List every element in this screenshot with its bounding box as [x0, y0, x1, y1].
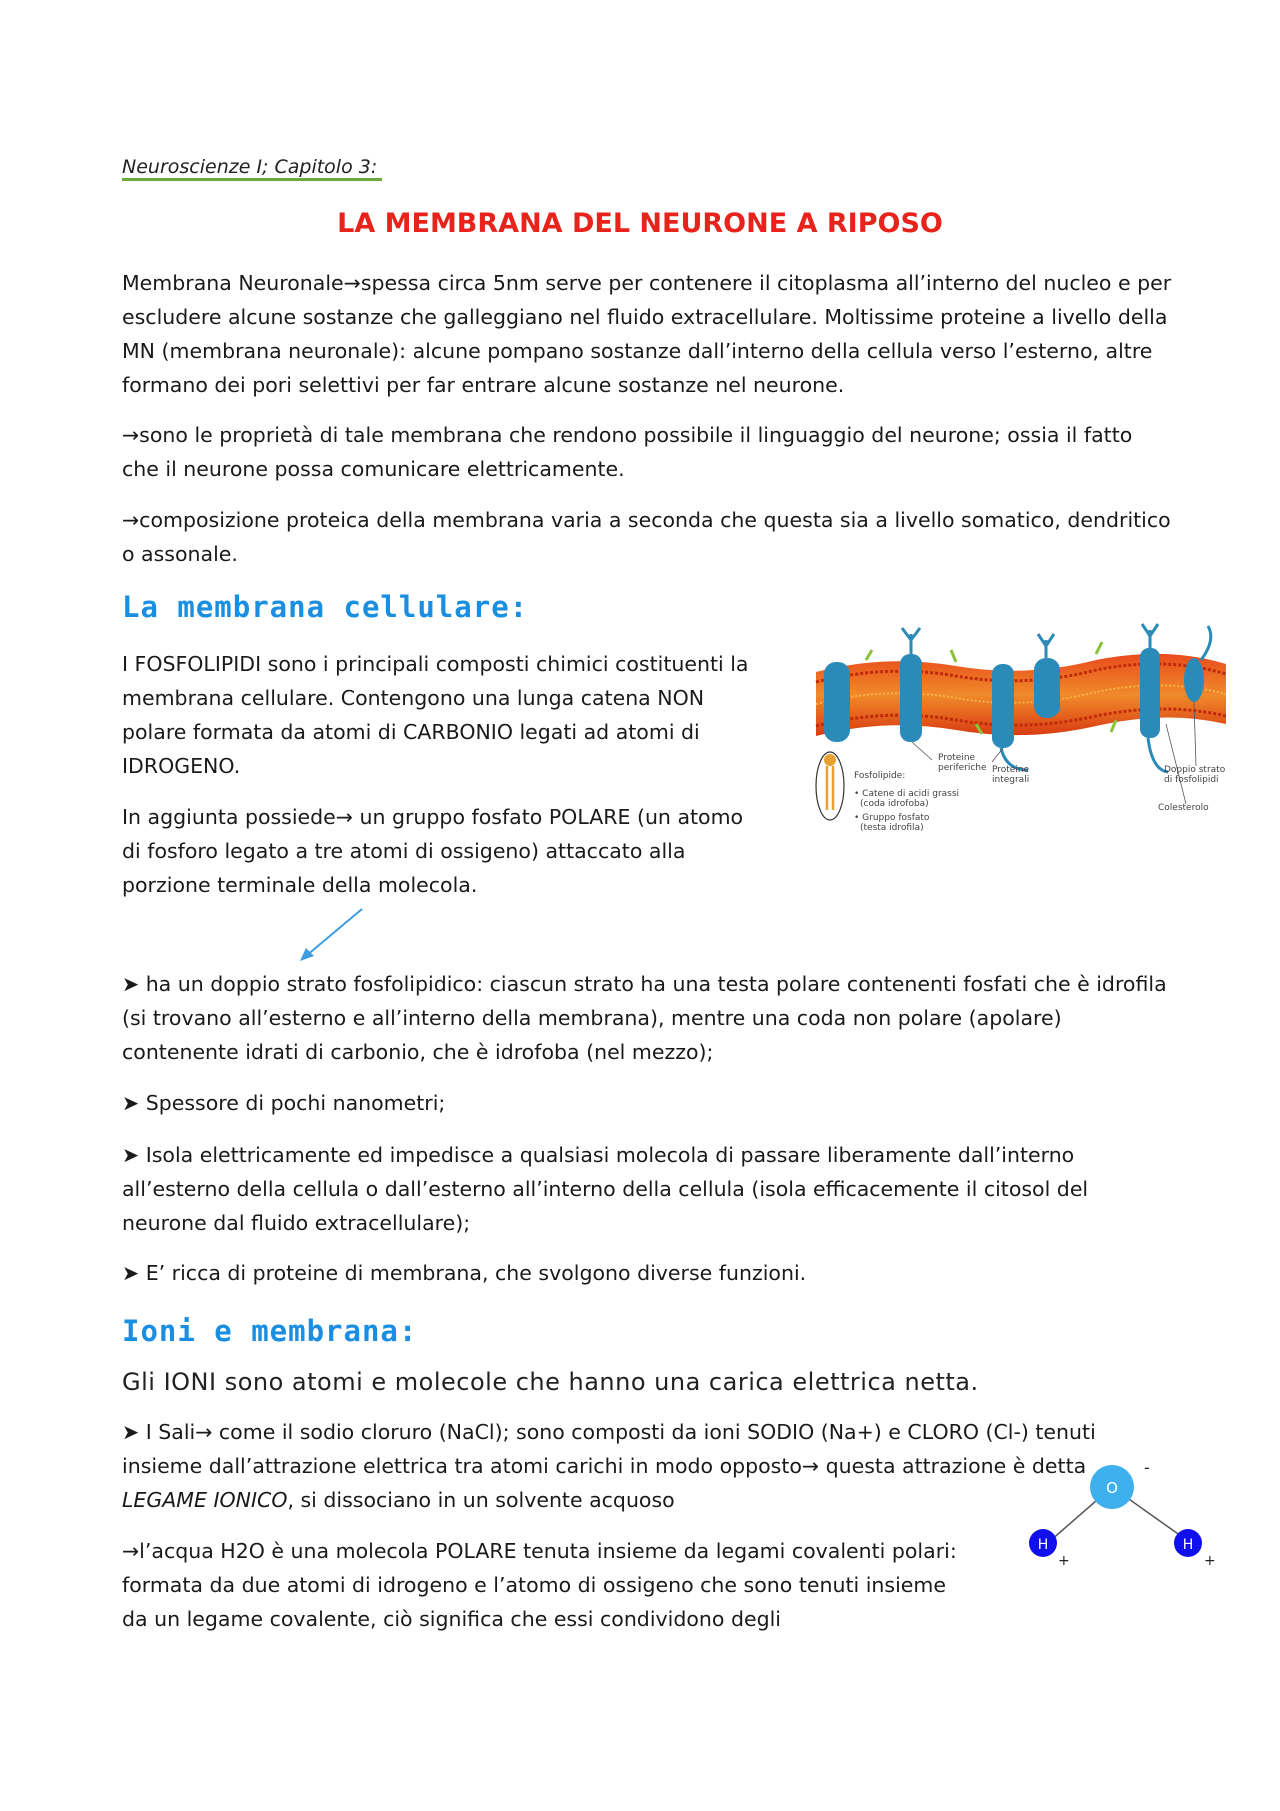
label-gruppo: • Gruppo fosfato — [854, 813, 930, 823]
protein-shape — [900, 654, 922, 742]
label-proteine-integrali: Proteine — [992, 765, 1030, 775]
label-catene: • Catene di acidi grassi — [854, 789, 960, 799]
hydrogen-label-left: H — [1037, 1537, 1049, 1553]
ions-paragraph-2 — [122, 1534, 972, 1636]
page-title: LA MEMBRANA DEL NEURONE A RIPOSO — [337, 208, 943, 239]
cell-membrane-figure — [796, 620, 1236, 832]
protein-shape — [1140, 648, 1160, 738]
hydrogen-charge-right: + — [1204, 1553, 1216, 1569]
protein-shape — [1034, 658, 1060, 718]
bullet-text: ➤ Spessore di pochi nanometri; — [122, 1091, 446, 1115]
label-doppio-strato-2: di fosfolipidi — [1164, 775, 1219, 785]
chapter-label: Neuroscienze I; Capitolo 3: — [122, 156, 378, 178]
label-proteine-periferiche-2: periferiche — [938, 763, 987, 773]
intro-paragraph-1 — [122, 266, 1172, 402]
intro-text-2: →sono le proprietà di tale membrana che rendono possibile il linguaggio del neurone; ossia il fatto che il neurone possa comunicare elettricamente. — [122, 423, 1133, 481]
membrane-paragraph-1 — [122, 647, 762, 783]
label-doppio-strato: Doppio strato — [1164, 765, 1226, 775]
oxygen-charge: - — [1144, 1465, 1150, 1477]
bullet-text: ➤ ha un doppio strato fosfolipidico: ciascun strato ha una testa polare contenenti fosfati che è idrofila (si trovano all’esterno e all’interno della membrana), mentre una coda non polare (apolare) contenente idrati di carbonio, che è idrofoba (nel mezzo); — [122, 972, 1167, 1064]
label-gruppo-2: (testa idrofila) — [860, 823, 924, 832]
membrane-paragraph-2 — [122, 800, 762, 902]
section-heading-membrane: La membrana cellulare: — [122, 590, 529, 624]
membrane-text-2: In aggiunta possiede→ un gruppo fosfato POLARE (un atomo di fosforo legato a tre atomi di ossigeno) attaccato alla porzione terminale della molecola. — [122, 805, 744, 897]
pointer-arrow-icon — [296, 906, 366, 964]
section-heading-ions: Ioni e membrana: — [122, 1314, 418, 1348]
intro-paragraph-3 — [122, 503, 1172, 571]
hydrogen-charge-left: + — [1058, 1553, 1070, 1569]
ions-bullet-text: ➤ I Sali→ come il sodio cloruro (NaCl); sono composti da ioni SODIO (Na+) e CLORO (Cl-) tenuti insieme dall’attrazione elettrica tra atomi carichi in modo opposto→ questa attrazione è detta LEGAME IONICO, si dissociano in un solvente acquoso — [122, 1420, 1096, 1512]
label-proteine-integrali-2: integrali — [992, 775, 1030, 785]
intro-paragraph-2 — [122, 418, 1172, 486]
chapter-underline — [122, 178, 382, 181]
membrane-bullet-2 — [122, 1086, 1172, 1120]
label-catene-2: (coda idrofoba) — [860, 799, 929, 809]
intro-text-3: →composizione proteica della membrana varia a seconda che questa sia a livello somatico, dendritico o assonale. — [122, 508, 1171, 566]
water-molecule-diagram — [1020, 1465, 1240, 1575]
ions-lead: Gli IONI sono atomi e molecole che hanno una carica elettrica netta. — [122, 1368, 979, 1396]
label-proteine-periferiche: Proteine — [938, 753, 976, 763]
ions-bullet-1 — [122, 1415, 1162, 1517]
bullet-text: ➤ Isola elettricamente ed impedisce a qualsiasi molecola di passare liberamente dall’interno all’esterno della cellula o dall’esterno all’interno della cellula (isola efficacemente il citosol del neurone dal fluido extracellulare); — [122, 1143, 1089, 1235]
protein-shape — [992, 664, 1014, 748]
label-colesterolo: Colesterolo — [1158, 803, 1209, 813]
membrane-bullet-4 — [122, 1256, 1172, 1290]
membrane-bullet-1 — [122, 967, 1172, 1069]
intro-text-1: Membrana Neuronale→spessa circa 5nm serve per contenere il citoplasma all’interno del nucleo e per escludere alcune sostanze che galleggiano nel fluido extracellulare. Moltissime proteine a livello della MN (membrana neuronale): alcune pompano sostanze dall’interno della cellula verso l’esterno, altre formano dei pori selettivi per far entrare alcune sostanze nel neurone. — [122, 271, 1172, 397]
oxygen-label: O — [1106, 1479, 1118, 1497]
label-fosfolipide: Fosfolipide: — [854, 771, 906, 781]
membrane-bullet-3 — [122, 1138, 1172, 1240]
hydrogen-label-right: H — [1182, 1537, 1194, 1553]
protein-shape — [824, 662, 850, 742]
bullet-text: ➤ E’ ricca di proteine di membrana, che svolgono diverse funzioni. — [122, 1261, 807, 1285]
membrane-text-1: I FOSFOLIPIDI sono i principali composti chimici costituenti la membrana cellulare. Contengono una lunga catena NON polare formata da atomi di CARBONIO legati ad atomi di IDROGENO. — [122, 652, 749, 778]
ions-text-2: →l’acqua H2O è una molecola POLARE tenuta insieme da legami covalenti polari: formata da due atomi di idrogeno e l’atomo di ossigeno che sono tenuti insieme da un legame covalente, ciò significa che essi condividono degli — [122, 1539, 957, 1631]
